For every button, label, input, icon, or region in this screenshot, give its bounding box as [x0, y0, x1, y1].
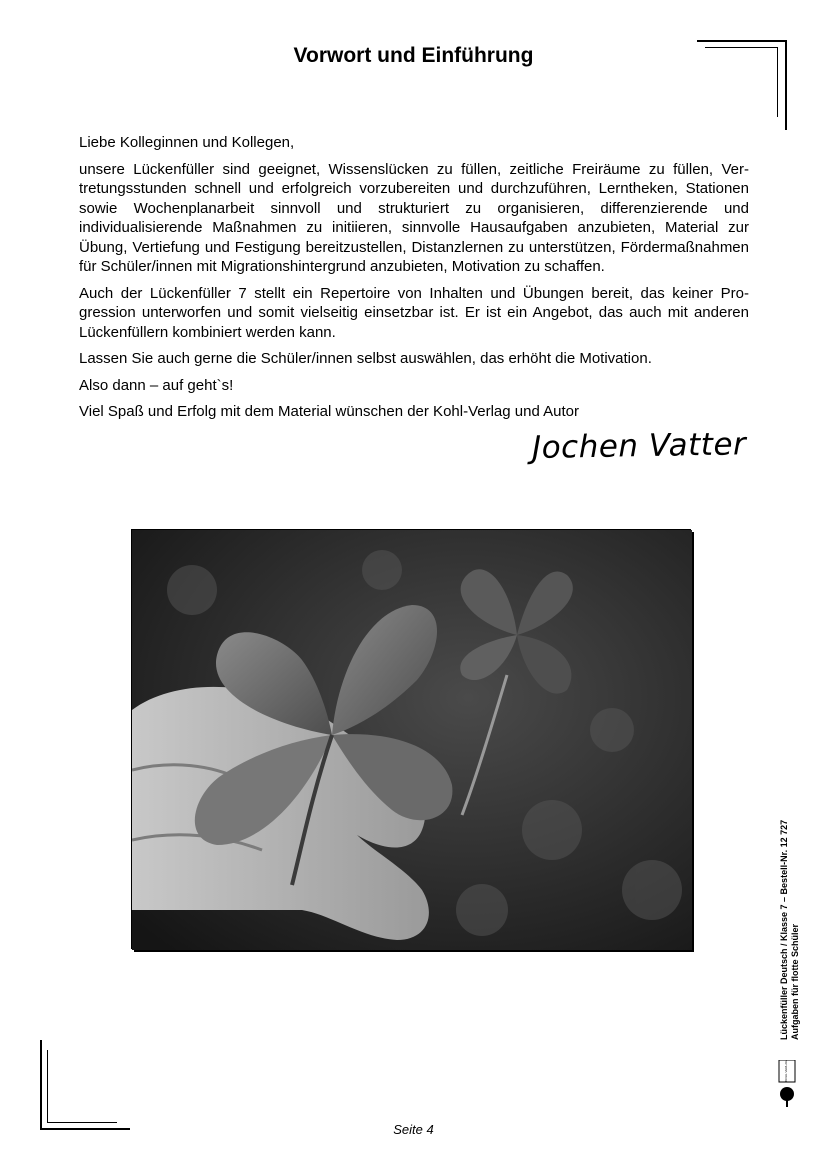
paragraph: Auch der Lückenfüller 7 stellt ein Repertoire von Inhalten und Übungen bereit, das keiner Progression unterworfen und somit vielseitig einsetzbar ist. Er ist ein Angebot, das auch mit anderen Lückenfüllern kombiniert werden kann. [79, 284, 749, 341]
paragraph: unsere Lückenfüller sind geeignet, Wissenslücken zu füllen, zeitliche Freiräume zu füllen, Vertretungsstunden schnell und erfolgreich vorzubereiten und durchzuführen, Lerntheken, Stationen sowie Wochenplanarbeit sinnvoll und strukturiert zu organisieren, differenzierende und individualisierende Maßnahmen zu initiieren, sinnvolle Hausaufgaben anzubieten, Material zur Übung, Vertiefung und Festigung bereitzustellen, Distanzlernen zu unterstützen, Fördermaßnahmen für Schüler/innen mit Migrationshintergrund anzubieten, Motivation zu schaffen. [79, 160, 749, 275]
sidebar-imprint [779, 800, 801, 1040]
paragraph: Also dann – auf geht`s! [79, 376, 234, 394]
four-leaf-clover-photo [132, 530, 692, 950]
tree-logo-icon [777, 1060, 797, 1108]
paragraph: Lassen Sie auch gerne die Schüler/innen selbst auswählen, das erhöht die Motivation. [79, 350, 652, 367]
page-title: Vorwort und Einführung [293, 44, 534, 67]
sidebar-subtitle-line: Aufgaben für flotte Schüler [790, 923, 800, 1040]
sidebar-title-line: Lückenfüller Deutsch / Klasse 7 – Bestell-Nr. 12 727 [779, 819, 789, 1040]
clover-illustration [132, 530, 692, 950]
greeting: Liebe Kolleginnen und Kollegen, [79, 134, 295, 151]
foreword-text [79, 133, 749, 429]
publisher-logo [777, 1060, 797, 1108]
page-number: Seite 4 [393, 1122, 434, 1137]
author-signature: Jochen Vatter [531, 426, 747, 467]
logo-text: KOHL VERLAG [784, 1060, 788, 1082]
closing: Viel Spaß und Erfolg mit dem Material wünschen der Kohl-Verlag und Autor [79, 403, 579, 420]
